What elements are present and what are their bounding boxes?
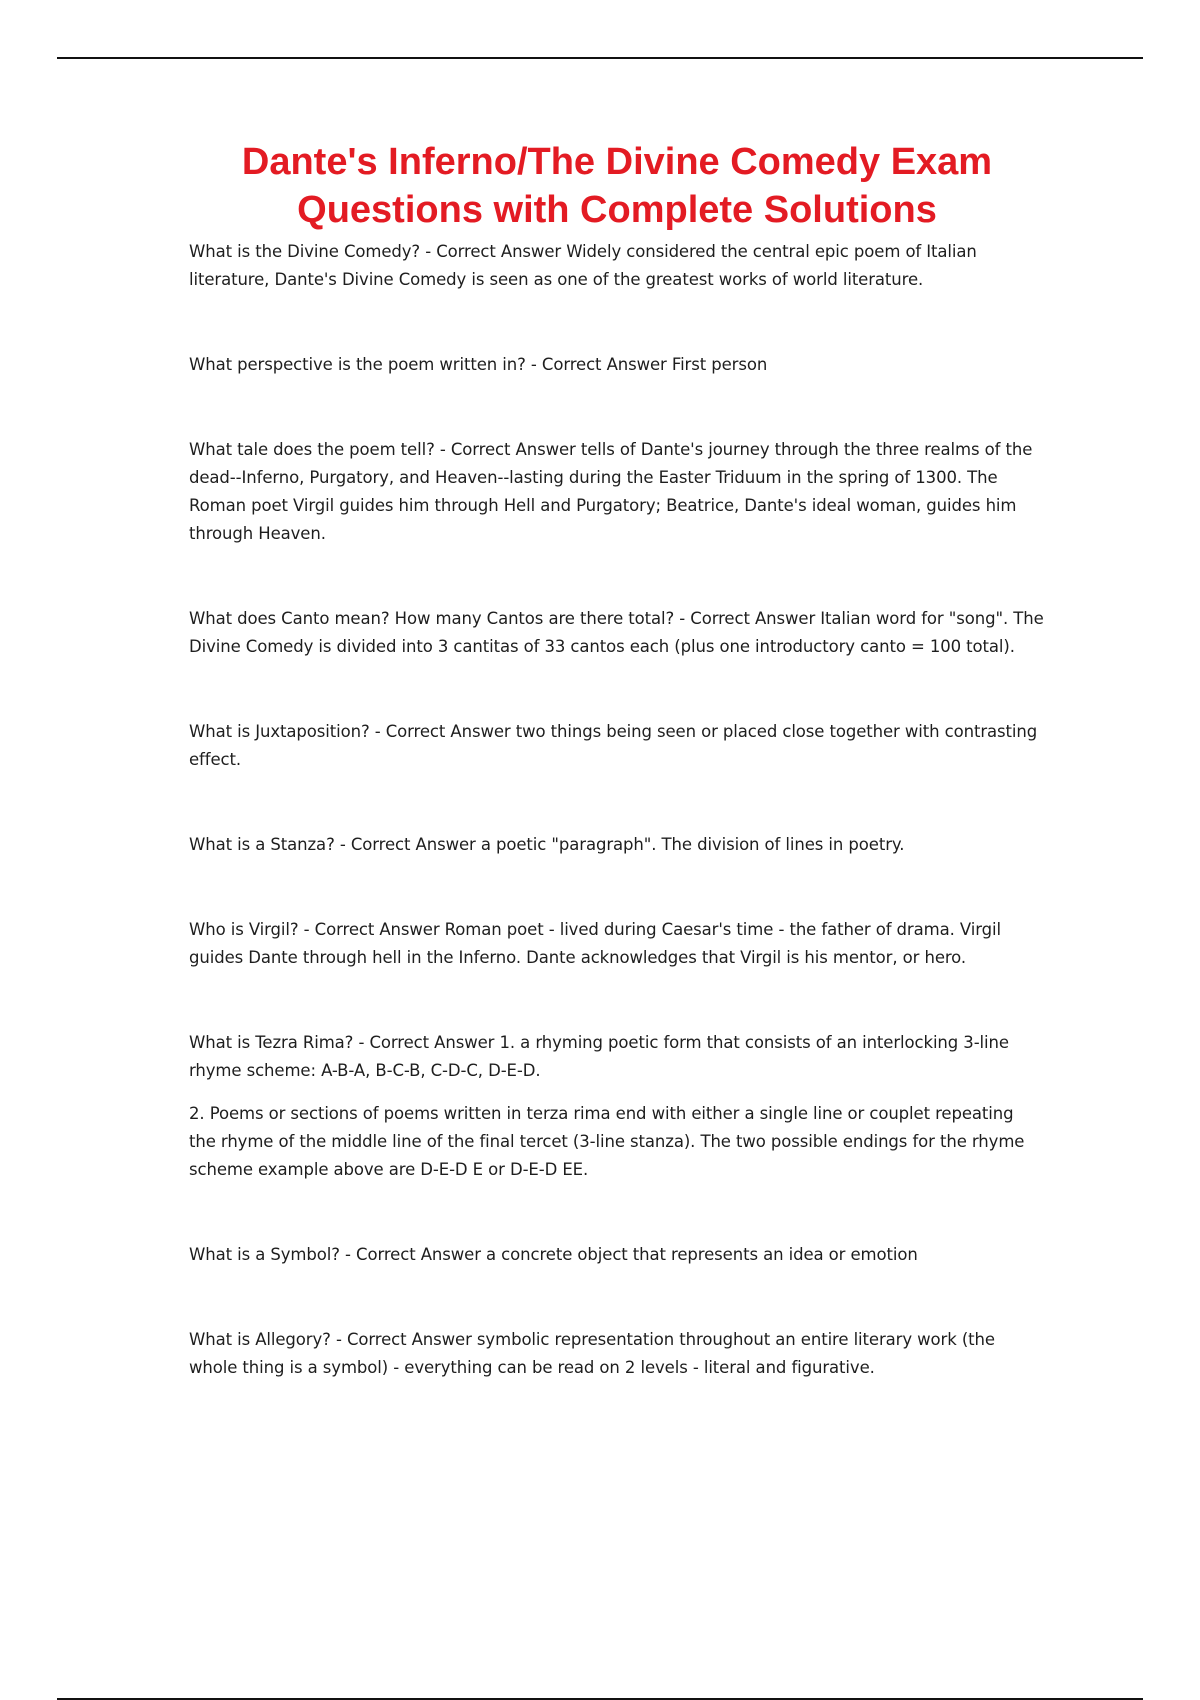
qa-entry-canto: What does Canto mean? How many Cantos are there total? - Correct Answer Italian word for "song". The Divine Comedy is divided into 3 cantitas of 33 cantos each (plus one introductory canto = 100 total). (189, 609, 1044, 656)
qa-entry-stanza: What is a Stanza? - Correct Answer a poetic "paragraph". The division of lines in poetry. (189, 835, 905, 854)
qa-entry-juxtaposition: What is Juxtaposition? - Correct Answer two things being seen or placed close together with contrasting effect. (189, 722, 1038, 769)
qa-entry-allegory: What is Allegory? - Correct Answer symbolic representation throughout an entire literary work (the whole thing is a symbol) - everything can be read on 2 levels - literal and figurative. (189, 1330, 995, 1377)
qa-entry-terza-rima-continued: 2. Poems or sections of poems written in terza rima end with either a single line or couplet repeating the rhyme of the middle line of the final tercet (3-line stanza). The two possible endings for the rhyme scheme example above are D-E-D E or D-E-D EE. (189, 1104, 1025, 1179)
top-rule (57, 57, 1143, 59)
document-title: Dante's Inferno/The Divine Comedy Exam Questions with Complete Solutions (241, 141, 993, 231)
qa-entry-perspective: What perspective is the poem written in? - Correct Answer First person (189, 355, 768, 374)
qa-entry-symbol: What is a Symbol? - Correct Answer a concrete object that represents an idea or emotion (189, 1245, 918, 1264)
qa-list (189, 238, 1045, 1382)
qa-entry-tale: What tale does the poem tell? - Correct Answer tells of Dante's journey through the three realms of the dead--Inferno, Purgatory, and Heaven--lasting during the Easter Triduum in the spring of 1300. The Roman poet Virgil guides him through Hell and Purgatory; Beatrice, Dante's ideal woman, guides him through Heaven. (189, 440, 1033, 543)
qa-entry-virgil: Who is Virgil? - Correct Answer Roman poet - lived during Caesar's time - the father of drama. Virgil guides Dante through hell in the Inferno. Dante acknowledges that Virgil is his mentor, or hero. (189, 920, 1001, 967)
qa-entry-divine-comedy: What is the Divine Comedy? - Correct Answer Widely considered the central epic poem of Italian literature, Dante's Divine Comedy is seen as one of the greatest works of world literature. (189, 242, 977, 289)
qa-entry-terza-rima: What is Tezra Rima? - Correct Answer 1. a rhyming poetic form that consists of an interlocking 3-line rhyme scheme: A-B-A, B-C-B, C-D-C, D-E-D. (189, 1033, 1009, 1080)
document-page (189, 138, 1045, 1382)
